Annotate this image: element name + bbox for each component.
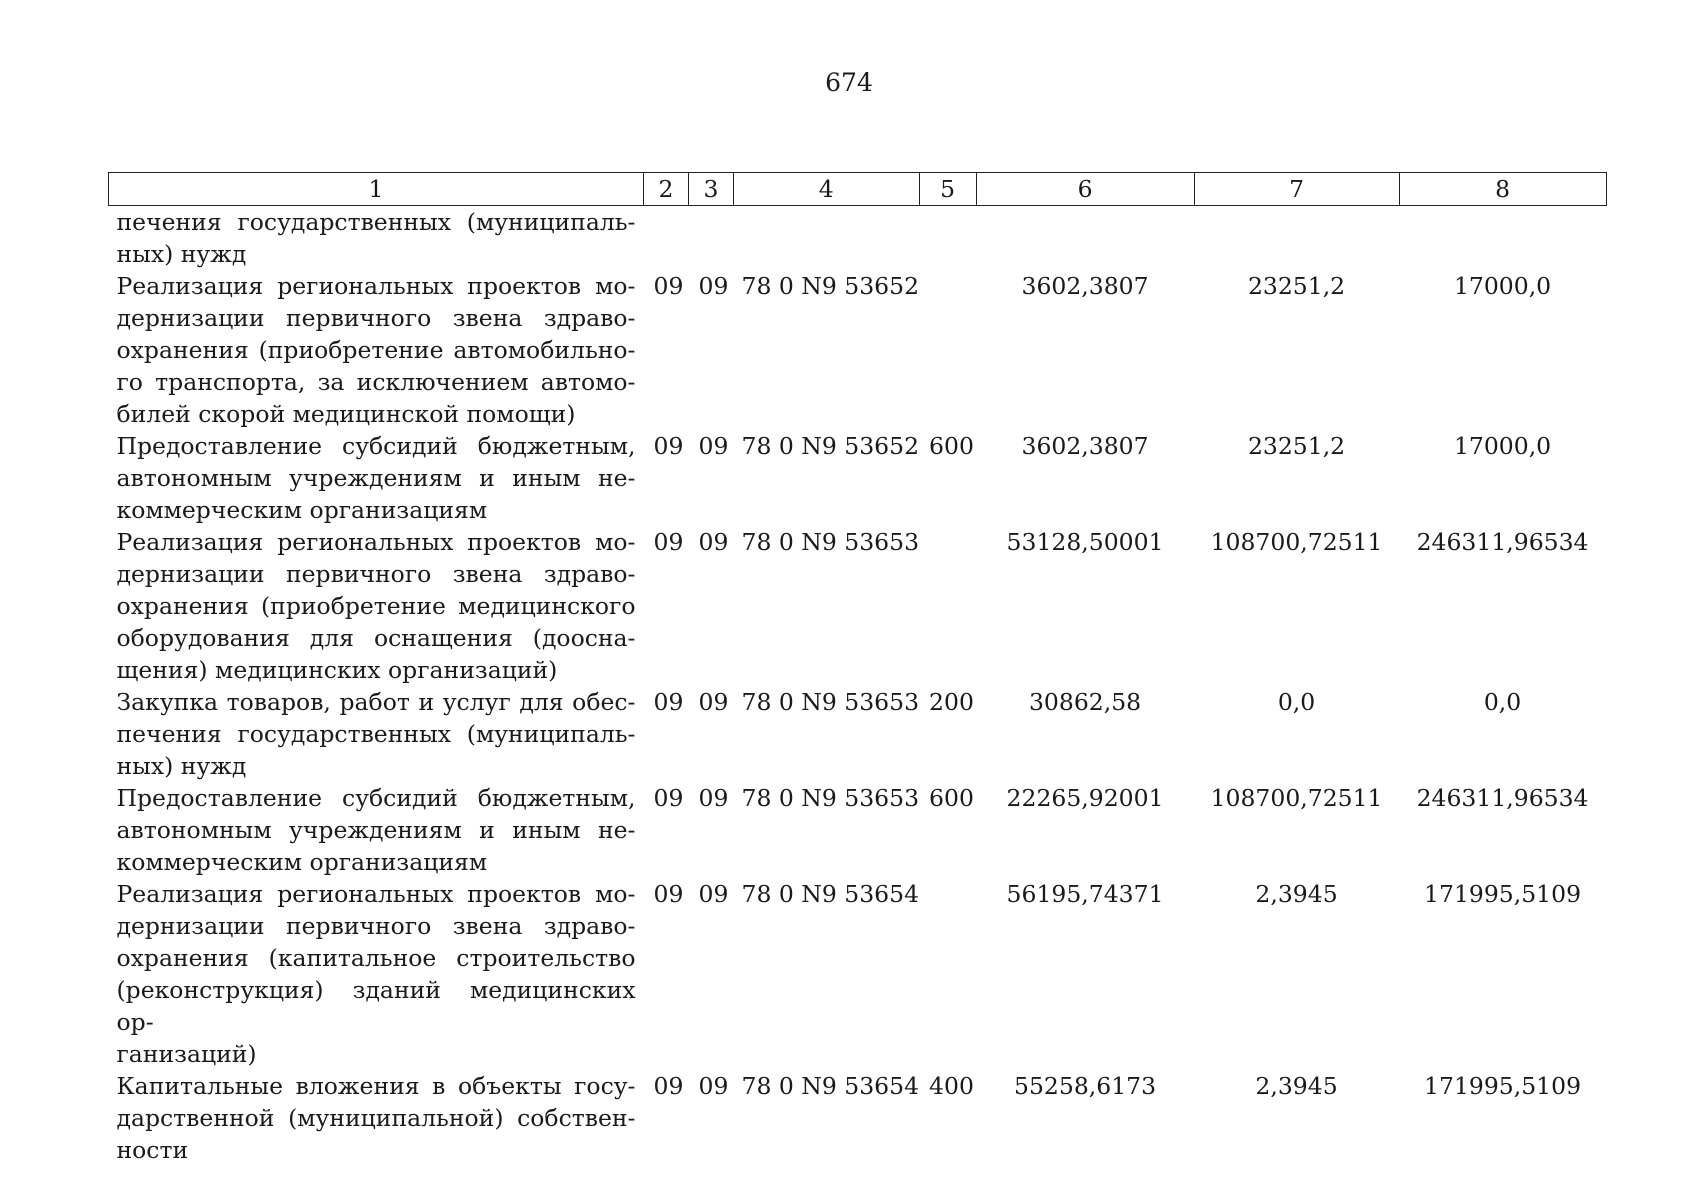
expense-type-code: 600 bbox=[929, 432, 974, 460]
subsection-code: 09 bbox=[698, 688, 729, 716]
row-name bbox=[109, 526, 644, 686]
table-row bbox=[109, 270, 1607, 430]
amount-col-7: 23251,2 bbox=[1247, 432, 1346, 460]
target-article-code: 78 0 N9 53654 bbox=[741, 880, 920, 908]
amount-col-7: 2,3945 bbox=[1255, 880, 1338, 908]
column-header: 6 bbox=[976, 173, 1194, 206]
amount-col-7: 0,0 bbox=[1277, 688, 1316, 716]
amount-col-8: 171995,5109 bbox=[1424, 880, 1582, 908]
row-name-line: охранения (капитальное строительство bbox=[116, 944, 636, 972]
amount-col-8: 0,0 bbox=[1483, 688, 1522, 716]
amount-col-6: 55258,6173 bbox=[1014, 1072, 1157, 1100]
row-name bbox=[109, 430, 644, 526]
row-name-line: коммерческим организациям bbox=[116, 848, 488, 876]
amount-col-8 bbox=[1399, 206, 1606, 271]
row-name-line: Реализация региональных проектов мо- bbox=[116, 272, 636, 300]
row-name-line: ных) нужд bbox=[116, 240, 247, 268]
amount-col-7 bbox=[1194, 206, 1399, 271]
row-name-line: дернизации первичного звена здраво- bbox=[116, 560, 636, 588]
row-name bbox=[109, 1070, 644, 1166]
row-name bbox=[109, 270, 644, 430]
table-row bbox=[109, 526, 1607, 686]
amount-col-6: 3602,3807 bbox=[1021, 432, 1149, 460]
target-article-code: 78 0 N9 53652 bbox=[741, 272, 920, 300]
column-header: 7 bbox=[1194, 173, 1399, 206]
row-name-line: Предоставление субсидий бюджетным, bbox=[116, 784, 636, 812]
row-name-line: Предоставление субсидий бюджетным, bbox=[116, 432, 636, 460]
target-article-code: 78 0 N9 53654 bbox=[741, 1072, 920, 1100]
target-article-code: 78 0 N9 53652 bbox=[741, 432, 920, 460]
amount-col-7: 23251,2 bbox=[1247, 272, 1346, 300]
column-header: 1 bbox=[109, 173, 644, 206]
subsection-code: 09 bbox=[698, 784, 729, 812]
row-name-line: дарственной (муниципальной) собствен- bbox=[116, 1104, 636, 1132]
row-name-line: оборудования для оснащения (доосна- bbox=[116, 624, 636, 652]
row-name-line: охранения (приобретение медицинского bbox=[116, 592, 636, 620]
amount-col-8: 246311,96534 bbox=[1416, 784, 1589, 812]
row-name-line: Реализация региональных проектов мо- bbox=[116, 528, 636, 556]
column-header: 8 bbox=[1399, 173, 1606, 206]
table-row bbox=[109, 1070, 1607, 1166]
row-name-line: билей скорой медицинской помощи) bbox=[116, 400, 576, 428]
table-row bbox=[109, 206, 1607, 271]
table-row bbox=[109, 878, 1607, 1070]
amount-col-6: 22265,92001 bbox=[1006, 784, 1164, 812]
row-name-line: автономным учреждениям и иным не- bbox=[116, 816, 636, 844]
amount-col-8: 246311,96534 bbox=[1416, 528, 1589, 556]
target-article-code: 78 0 N9 53653 bbox=[741, 688, 920, 716]
amount-col-7: 108700,72511 bbox=[1210, 528, 1383, 556]
amount-col-7: 2,3945 bbox=[1255, 1072, 1338, 1100]
table-body bbox=[109, 206, 1607, 1167]
section-code: 09 bbox=[653, 528, 684, 556]
table-row bbox=[109, 430, 1607, 526]
subsection-code: 09 bbox=[698, 272, 729, 300]
expense-type-code bbox=[919, 206, 976, 271]
row-name-line: коммерческим организациям bbox=[116, 496, 488, 524]
page-number: 674 bbox=[825, 68, 873, 97]
subsection-code: 09 bbox=[698, 1072, 729, 1100]
row-name bbox=[109, 206, 644, 271]
expense-type-code: 400 bbox=[929, 1072, 974, 1100]
amount-col-8: 17000,0 bbox=[1453, 432, 1552, 460]
section-code: 09 bbox=[653, 784, 684, 812]
amount-col-6: 53128,50001 bbox=[1006, 528, 1164, 556]
row-name-line: охранения (приобретение автомобильно- bbox=[116, 336, 636, 364]
expense-type-code: 600 bbox=[929, 784, 974, 812]
row-name-line: печения государственных (муниципаль- bbox=[116, 720, 636, 748]
expense-type-code bbox=[919, 270, 976, 430]
amount-col-8: 171995,5109 bbox=[1424, 1072, 1582, 1100]
amount-col-8: 17000,0 bbox=[1453, 272, 1552, 300]
target-article-code: 78 0 N9 53653 bbox=[741, 784, 920, 812]
subsection-code: 09 bbox=[698, 432, 729, 460]
row-name bbox=[109, 878, 644, 1070]
amount-col-6 bbox=[976, 206, 1194, 271]
expense-type-code bbox=[919, 878, 976, 1070]
column-header: 5 bbox=[919, 173, 976, 206]
section-code: 09 bbox=[653, 880, 684, 908]
amount-col-6: 56195,74371 bbox=[1006, 880, 1164, 908]
table-header bbox=[109, 173, 1607, 206]
budget-table bbox=[108, 172, 1607, 1166]
section-code: 09 bbox=[653, 1072, 684, 1100]
row-name-line: Закупка товаров, работ и услуг для обес- bbox=[116, 688, 636, 716]
target-article-code: 78 0 N9 53653 bbox=[741, 528, 920, 556]
row-name-line: дернизации первичного звена здраво- bbox=[116, 912, 636, 940]
section-code: 09 bbox=[653, 688, 684, 716]
amount-col-6: 30862,58 bbox=[1028, 688, 1142, 716]
amount-col-7: 108700,72511 bbox=[1210, 784, 1383, 812]
row-name bbox=[109, 686, 644, 782]
row-name bbox=[109, 782, 644, 878]
expense-type-code bbox=[919, 526, 976, 686]
subsection-code: 09 bbox=[698, 528, 729, 556]
row-name-line: го транспорта, за исключением автомо- bbox=[116, 368, 636, 396]
row-name-line: щения) медицинских организаций) bbox=[116, 656, 558, 684]
subsection-code bbox=[689, 206, 734, 271]
row-name-line: ных) нужд bbox=[116, 752, 247, 780]
amount-col-6: 3602,3807 bbox=[1021, 272, 1149, 300]
row-name-line: Капитальные вложения в объекты госу- bbox=[116, 1072, 636, 1100]
row-name-line: автономным учреждениям и иным не- bbox=[116, 464, 636, 492]
row-name-line: (реконструкция) зданий медицинских ор- bbox=[116, 976, 636, 1036]
expense-type-code: 200 bbox=[929, 688, 974, 716]
column-header: 2 bbox=[644, 173, 689, 206]
table-row bbox=[109, 782, 1607, 878]
row-name-line: Реализация региональных проектов мо- bbox=[116, 880, 636, 908]
row-name-line: ности bbox=[116, 1136, 189, 1164]
subsection-code: 09 bbox=[698, 880, 729, 908]
table-row bbox=[109, 686, 1607, 782]
row-name-line: дернизации первичного звена здраво- bbox=[116, 304, 636, 332]
row-name-line: печения государственных (муниципаль- bbox=[116, 208, 636, 236]
section-code: 09 bbox=[653, 432, 684, 460]
section-code bbox=[644, 206, 689, 271]
column-header: 4 bbox=[734, 173, 920, 206]
target-article-code bbox=[734, 206, 920, 271]
section-code: 09 bbox=[653, 272, 684, 300]
row-name-line: ганизаций) bbox=[116, 1040, 257, 1068]
column-header: 3 bbox=[689, 173, 734, 206]
